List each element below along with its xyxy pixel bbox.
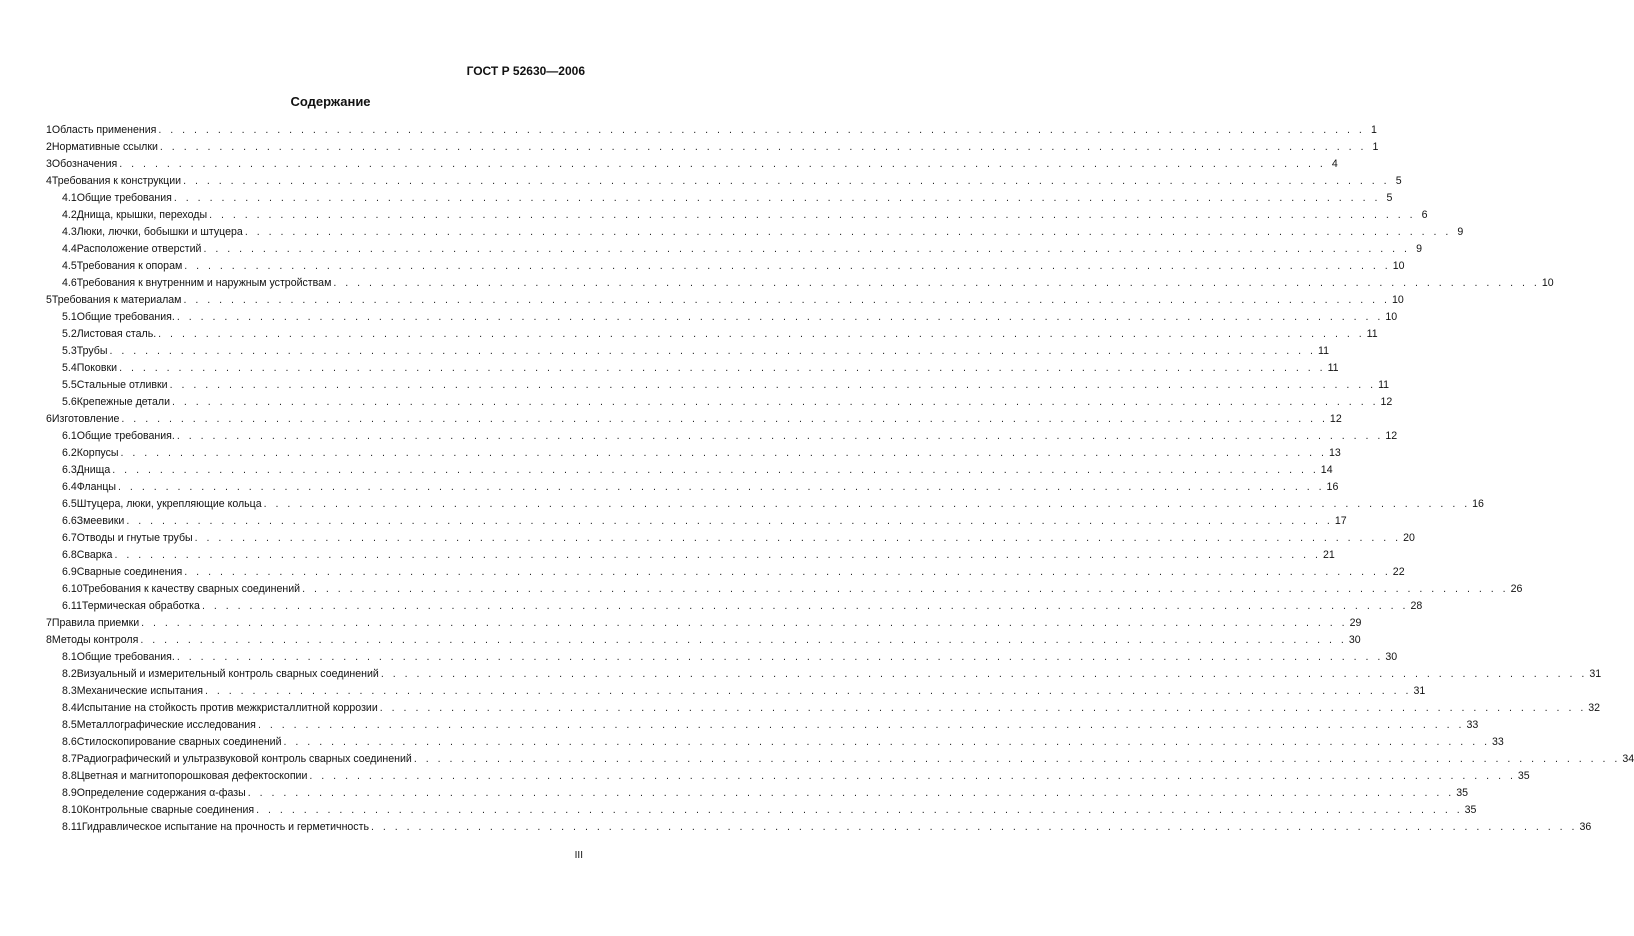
toc-entry[interactable] (46, 345, 1329, 362)
toc-entry-number: 8.7 (62, 753, 77, 765)
toc-entry-label: Общие требования. (76, 430, 175, 442)
toc-entry-page: 11 (1317, 345, 1329, 357)
toc-dot-leader (112, 464, 1319, 476)
toc-entry-label: Контрольные сварные соединения (82, 804, 255, 816)
toc-entry-label: Испытание на стойкость против межкристаллитной коррозии (76, 702, 378, 714)
toc-entry-page: 4 (1331, 158, 1338, 170)
toc-entry[interactable] (46, 158, 1338, 175)
toc-entry-page: 6 (1421, 209, 1428, 221)
toc-entry-label: Требования к конструкции (51, 175, 182, 187)
toc-entry-label: Отводы и гнутые трубы (76, 532, 193, 544)
toc-entry-page: 10 (1385, 311, 1398, 323)
table-of-contents (46, 124, 1634, 838)
toc-entry[interactable] (46, 243, 1422, 260)
toc-entry[interactable] (46, 736, 1504, 753)
toc-entry-label: Общие требования. (76, 651, 175, 663)
toc-entry-page: 11 (1327, 362, 1339, 374)
toc-entry-label: Требования к опорам (76, 260, 183, 272)
toc-entry-page: 31 (1413, 685, 1426, 697)
toc-entry-page: 5 (1395, 175, 1402, 187)
document-code: ГОСТ Р 52630—2006 (466, 64, 585, 78)
toc-entry-label: Нормативные ссылки (51, 141, 158, 153)
toc-dot-leader (248, 787, 1455, 799)
toc-entry-page: 22 (1392, 566, 1405, 578)
toc-dot-leader (126, 515, 1333, 527)
toc-entry-number: 8.9 (62, 787, 77, 799)
toc-entry-label: Визуальный и измерительный контроль сварных соединений (76, 668, 379, 680)
toc-dot-leader (414, 753, 1621, 765)
toc-entry[interactable] (46, 821, 1592, 838)
toc-entry[interactable] (46, 328, 1378, 345)
toc-entry-page: 1 (1372, 141, 1379, 153)
toc-entry[interactable] (46, 447, 1341, 464)
toc-entry-number: 1 (46, 124, 52, 136)
toc-entry-label: Изготовление (51, 413, 120, 425)
toc-entry-label: Штуцера, люки, укрепляющие кольца (76, 498, 262, 510)
toc-entry-page: 5 (1386, 192, 1393, 204)
toc-entry[interactable] (46, 413, 1342, 430)
toc-entry[interactable] (46, 260, 1405, 277)
toc-entry-number: 4.5 (62, 260, 77, 272)
toc-entry[interactable] (46, 787, 1469, 804)
toc-entry[interactable] (46, 719, 1479, 736)
toc-entry-page: 21 (1322, 549, 1335, 561)
toc-entry-page: 33 (1492, 736, 1504, 748)
toc-entry[interactable] (46, 124, 1377, 141)
toc-entry[interactable] (46, 498, 1484, 515)
toc-entry-page: 16 (1472, 498, 1484, 510)
toc-entry-number: 8.6 (62, 736, 77, 748)
toc-entry-page: 20 (1403, 532, 1415, 544)
toc-entry-page: 35 (1517, 770, 1530, 782)
toc-dot-leader (184, 260, 1391, 272)
toc-dot-leader (183, 175, 1390, 187)
toc-entry-label: Методы контроля (51, 634, 139, 646)
toc-dot-leader (119, 362, 1326, 374)
toc-entry-number: 4.1 (62, 192, 77, 204)
toc-entry-page: 17 (1334, 515, 1347, 527)
toc-entry-label: Расположение отверстий (76, 243, 202, 255)
toc-entry-page: 33 (1466, 719, 1479, 731)
toc-entry-number: 8.11 (62, 821, 82, 833)
toc-entry-page: 16 (1326, 481, 1339, 493)
toc-entry-page: 9 (1416, 243, 1422, 255)
toc-entry-number: 4.6 (62, 277, 77, 289)
toc-entry-label: Требования к внутренним и наружным устройствам (76, 277, 332, 289)
toc-entry-page: 35 (1464, 804, 1477, 816)
toc-entry-page: 30 (1385, 651, 1398, 663)
toc-dot-leader (371, 821, 1578, 833)
toc-entry-number: 8.8 (62, 770, 77, 782)
toc-entry[interactable] (46, 583, 1523, 600)
toc-dot-leader (264, 498, 1471, 510)
toc-entry[interactable] (46, 464, 1333, 481)
toc-entry-label: Днища, крышки, переходы (76, 209, 208, 221)
toc-entry-number: 6.11 (62, 600, 82, 612)
toc-entry-page: 1 (1370, 124, 1377, 136)
toc-entry-number: 8.10 (62, 804, 83, 816)
toc-entry-label: Днища (76, 464, 111, 476)
toc-entry-label: Обозначения (51, 158, 118, 170)
toc-entry-number: 6.4 (62, 481, 77, 493)
toc-entry-page: 11 (1378, 379, 1390, 391)
toc-entry-number: 8 (46, 634, 52, 646)
toc-entry[interactable] (46, 549, 1335, 566)
toc-dot-leader (183, 294, 1390, 306)
toc-entry-page: 34 (1622, 753, 1634, 765)
toc-entry-number: 8.1 (62, 651, 77, 663)
toc-entry-number: 4.2 (62, 209, 77, 221)
toc-entry-number: 6.6 (62, 515, 77, 527)
toc-entry-number: 5.5 (62, 379, 77, 391)
toc-dot-leader (202, 600, 1409, 612)
toc-dot-leader (195, 532, 1402, 544)
toc-dot-leader (381, 668, 1588, 680)
toc-dot-leader (309, 770, 1516, 782)
toc-entry-number: 8.2 (62, 668, 77, 680)
page-number: III (574, 850, 583, 861)
toc-entry-number: 4.3 (62, 226, 77, 238)
toc-entry[interactable] (46, 175, 1402, 192)
toc-entry[interactable] (46, 600, 1423, 617)
toc-entry-number: 5 (46, 294, 52, 306)
toc-entry-number: 3 (46, 158, 52, 170)
toc-entry-number: 8.4 (62, 702, 77, 714)
toc-entry-label: Трубы (76, 345, 108, 357)
toc-entry-label: Требования к материалам (51, 294, 182, 306)
toc-entry-number: 8.3 (62, 685, 77, 697)
toc-entry[interactable] (46, 294, 1404, 311)
toc-entry-page: 13 (1329, 447, 1341, 459)
toc-dot-leader (158, 124, 1365, 136)
toc-dot-leader (118, 481, 1325, 493)
toc-dot-leader (158, 328, 1365, 340)
toc-entry[interactable] (46, 277, 1554, 294)
toc-dot-leader (177, 311, 1384, 323)
toc-entry-page: 12 (1385, 430, 1398, 442)
toc-dot-leader (109, 345, 1316, 357)
toc-dot-leader (140, 634, 1347, 646)
toc-entry-label: Фланцы (76, 481, 117, 493)
toc-entry-page: 10 (1391, 294, 1404, 306)
toc-entry-number: 6.1 (62, 430, 77, 442)
toc-dot-leader (302, 583, 1509, 595)
toc-dot-leader (174, 192, 1381, 204)
toc-entry-number: 5.1 (62, 311, 77, 323)
toc-entry[interactable] (46, 396, 1393, 413)
toc-entry-number: 5.4 (62, 362, 77, 374)
toc-entry[interactable] (46, 651, 1398, 668)
toc-entry-label: Поковки (76, 362, 118, 374)
toc-entry-page: 36 (1579, 821, 1592, 833)
toc-entry-number: 6.7 (62, 532, 77, 544)
toc-dot-leader (209, 209, 1416, 221)
toc-entry-page: 9 (1457, 226, 1464, 238)
toc-dot-leader (141, 617, 1348, 629)
toc-entry-label: Область применения (51, 124, 157, 136)
toc-entry-page: 35 (1456, 787, 1469, 799)
toc-entry-label: Общие требования (76, 192, 172, 204)
toc-entry-label: Корпусы (76, 447, 119, 459)
toc-entry-number: 6.3 (62, 464, 77, 476)
toc-dot-leader (333, 277, 1540, 289)
toc-entry[interactable] (46, 804, 1477, 821)
toc-entry-page: 32 (1588, 702, 1601, 714)
toc-entry-label: Радиографический и ультразвуковой контроль сварных соединений (76, 753, 412, 765)
toc-entry-number: 6.5 (62, 498, 77, 510)
toc-entry-label: Правила приемки (51, 617, 140, 629)
toc-entry[interactable] (46, 566, 1405, 583)
toc-dot-leader (114, 549, 1321, 561)
toc-entry-number: 2 (46, 141, 52, 153)
toc-entry[interactable] (46, 617, 1362, 634)
toc-entry-number: 5.6 (62, 396, 77, 408)
toc-dot-leader (119, 158, 1326, 170)
toc-entry-label: Термическая обработка (81, 600, 200, 612)
toc-entry-label: Общие требования. (76, 311, 175, 323)
toc-entry[interactable] (46, 379, 1390, 396)
toc-entry-label: Определение содержания α-фазы (76, 787, 246, 799)
toc-entry-number: 5.3 (62, 345, 77, 357)
toc-entry[interactable] (46, 668, 1602, 685)
toc-entry[interactable] (46, 532, 1415, 549)
toc-dot-leader (160, 141, 1367, 153)
toc-entry-label: Механические испытания (76, 685, 203, 697)
toc-entry-number: 6.10 (62, 583, 83, 595)
toc-entry-label: Стальные отливки (76, 379, 168, 391)
toc-entry-page: 10 (1392, 260, 1405, 272)
toc-entry[interactable] (46, 311, 1398, 328)
toc-dot-leader (205, 685, 1412, 697)
toc-entry-number: 4 (46, 175, 52, 187)
toc-dot-leader (121, 413, 1328, 425)
toc-entry-page: 11 (1366, 328, 1378, 340)
toc-entry-number: 6.2 (62, 447, 77, 459)
toc-dot-leader (121, 447, 1328, 459)
toc-entry-label: Змеевики (76, 515, 125, 527)
toc-entry-number: 6 (46, 413, 52, 425)
toc-entry-label: Крепежные детали (76, 396, 171, 408)
toc-entry[interactable] (46, 141, 1379, 158)
toc-entry[interactable] (46, 634, 1361, 651)
toc-entry-label: Цветная и магнитопорошковая дефектоскопии (76, 770, 308, 782)
toc-dot-leader (284, 736, 1491, 748)
toc-dot-leader (170, 379, 1377, 391)
toc-entry[interactable] (46, 430, 1398, 447)
toc-entry[interactable] (46, 770, 1530, 787)
toc-entry[interactable] (46, 362, 1339, 379)
toc-entry-number: 5.2 (62, 328, 77, 340)
toc-entry-number: 6.8 (62, 549, 77, 561)
toc-title: Содержание (290, 94, 371, 109)
toc-dot-leader (256, 804, 1463, 816)
toc-dot-leader (172, 396, 1379, 408)
toc-entry-label: Сварка (76, 549, 113, 561)
toc-entry[interactable] (46, 515, 1347, 532)
toc-entry-page: 14 (1320, 464, 1333, 476)
toc-dot-leader (203, 243, 1410, 255)
toc-entry-page: 26 (1510, 583, 1523, 595)
toc-entry[interactable] (46, 753, 1634, 770)
toc-dot-leader (184, 566, 1391, 578)
toc-entry-number: 8.5 (62, 719, 77, 731)
toc-entry-label: Листовая сталь. (76, 328, 157, 340)
toc-entry-page: 28 (1410, 600, 1423, 612)
toc-entry-number: 7 (46, 617, 52, 629)
toc-entry-page: 12 (1329, 413, 1342, 425)
toc-entry-page: 31 (1589, 668, 1602, 680)
toc-entry-label: Требования к качеству сварных соединений (82, 583, 301, 595)
toc-entry-number: 4.4 (62, 243, 77, 255)
toc-dot-leader (245, 226, 1452, 238)
toc-entry-page: 29 (1349, 617, 1362, 629)
toc-entry[interactable] (46, 226, 1464, 243)
toc-entry-label: Гидравлическое испытание на прочность и герметичность (81, 821, 369, 833)
toc-entry[interactable] (46, 209, 1428, 226)
toc-dot-leader (177, 430, 1384, 442)
toc-dot-leader (380, 702, 1587, 714)
toc-entry[interactable] (46, 702, 1601, 719)
toc-entry[interactable] (46, 192, 1393, 209)
toc-dot-leader (177, 651, 1384, 663)
toc-entry-page: 30 (1348, 634, 1361, 646)
toc-entry-page: 10 (1541, 277, 1554, 289)
toc-entry-label: Сварные соединения (76, 566, 183, 578)
toc-entry[interactable] (46, 481, 1339, 498)
toc-entry-label: Металлографические исследования (76, 719, 256, 731)
toc-entry-label: Люки, лючки, бобышки и штуцера (76, 226, 243, 238)
toc-entry-label: Стилоскопирование сварных соединений (76, 736, 282, 748)
toc-entry-number: 6.9 (62, 566, 77, 578)
toc-entry[interactable] (46, 685, 1426, 702)
toc-entry-page: 12 (1380, 396, 1393, 408)
toc-dot-leader (258, 719, 1465, 731)
